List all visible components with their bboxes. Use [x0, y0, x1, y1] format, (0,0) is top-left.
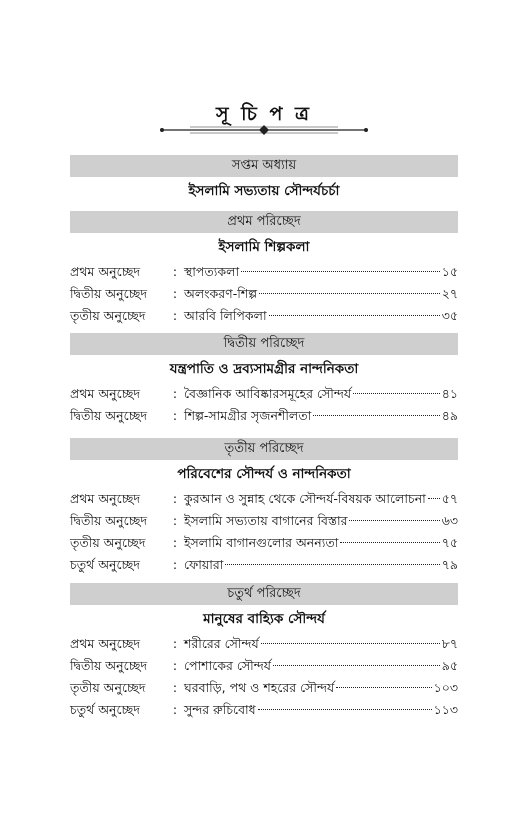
entry-page: ৪১ [441, 386, 458, 401]
entry-label: প্রথম অনুচ্ছেদ [70, 491, 141, 506]
section-1 [70, 211, 458, 327]
entry-page: ১৫ [441, 264, 458, 279]
entry-page: ১০৩ [433, 680, 458, 695]
section-band: দ্বিতীয় পরিচ্ছেদ [70, 333, 458, 355]
entry-page: ২৭ [441, 286, 458, 301]
section-heading: পরিবেশের সৌন্দর্য ও নান্দনিকতা [177, 466, 351, 482]
toc-entry[interactable] [70, 655, 458, 677]
toc-entry[interactable] [70, 677, 458, 699]
section-heading: ইসলামি সভ্যতায় সৌন্দর্যচর্চা [188, 183, 340, 199]
section-band: সপ্তম অধ্যায় [70, 155, 458, 177]
entry-colon: : [172, 557, 178, 572]
dot-leader [349, 520, 439, 521]
entry-title: পোশাকের সৌন্দর্য [184, 658, 271, 673]
entry-page: ৫৭ [441, 491, 458, 506]
entry-label: তৃতীয় অনুচ্ছেদ [70, 680, 146, 695]
entry-label: চতুর্থ অনুচ্ছেদ [70, 557, 140, 572]
entry-page: ৯৫ [441, 658, 458, 673]
toc-entry[interactable] [70, 261, 458, 283]
page-title: সূ চি প ত্র [216, 103, 312, 125]
entry-title: ঘরবাড়ি, পথ ও শহরের সৌন্দর্য [184, 680, 335, 695]
entry-colon: : [172, 264, 178, 279]
section-2 [70, 333, 458, 427]
section-4 [70, 583, 458, 721]
dot-leader [336, 687, 431, 688]
entry-title: কুরআন ও সুন্নাহ থেকে সৌন্দর্য-বিষয়ক আলোচনা [184, 491, 426, 506]
entry-label: দ্বিতীয় অনুচ্ছেদ [70, 408, 148, 423]
toc-entry[interactable] [70, 383, 458, 405]
entry-title: অলংকরণ-শিল্প [184, 286, 258, 301]
entry-title: ইসলামি সভ্যতায় বাগানের বিস্তার [184, 513, 348, 528]
dot-leader [259, 293, 440, 294]
entry-title: স্থাপত্যকলা [184, 264, 240, 279]
entry-title: শিল্প-সামগ্রীর সৃজনশীলতা [184, 408, 312, 423]
entry-title: সুন্দর রুচিবোধ [184, 702, 256, 717]
entry-page: ৬৩ [441, 513, 458, 528]
entry-page: ৩৫ [441, 308, 458, 323]
entry-colon: : [172, 636, 178, 651]
entry-title: বৈজ্ঞানিক আবিষ্কারসমূহের সৌন্দর্য [184, 386, 352, 401]
title-ornament [160, 124, 368, 136]
section-band: চতুর্থ পরিচ্ছেদ [70, 583, 458, 605]
section-heading: মানুষের বাহ্যিক সৌন্দর্য [203, 611, 325, 627]
dot-leader [428, 498, 440, 499]
toc-entry[interactable] [70, 633, 458, 655]
entry-title: আরবি লিপিকলা [184, 308, 267, 323]
entry-colon: : [172, 535, 178, 550]
entry-label: চতুর্থ অনুচ্ছেদ [70, 702, 140, 717]
entry-page: ৮৭ [441, 636, 458, 651]
entry-title: শরীরের সৌন্দর্য [184, 636, 259, 651]
entry-page: ১১৩ [433, 702, 458, 717]
dot-leader [258, 709, 432, 710]
entry-colon: : [172, 386, 178, 401]
entry-colon: : [172, 658, 178, 673]
section-band: তৃতীয় পরিচ্ছেদ [70, 438, 458, 460]
dot-leader [353, 393, 440, 394]
toc-entry[interactable] [70, 305, 458, 327]
section-heading: যন্ত্রপাতি ও দ্রব্যসামগ্রীর নান্দনিকতা [169, 361, 359, 377]
entry-page: ৭৯ [441, 557, 458, 572]
toc-entry[interactable] [70, 405, 458, 427]
section-band: প্রথম পরিচ্ছেদ [70, 211, 458, 233]
dot-leader [261, 643, 440, 644]
entry-colon: : [172, 286, 178, 301]
dot-leader [273, 665, 440, 666]
dot-leader [225, 564, 439, 565]
dot-leader [241, 271, 440, 272]
entry-label: প্রথম অনুচ্ছেদ [70, 264, 141, 279]
entry-colon: : [172, 491, 178, 506]
toc-entry[interactable] [70, 488, 458, 510]
entry-label: তৃতীয় অনুচ্ছেদ [70, 535, 146, 550]
toc-entry[interactable] [70, 283, 458, 305]
entry-page: ৪৯ [441, 408, 458, 423]
entry-colon: : [172, 308, 178, 323]
section-heading: ইসলামি শিল্পকলা [218, 239, 310, 255]
dot-leader [269, 315, 440, 316]
toc-entry[interactable] [70, 532, 458, 554]
entry-colon: : [172, 680, 178, 695]
entry-label: দ্বিতীয় অনুচ্ছেদ [70, 513, 148, 528]
entry-label: দ্বিতীয় অনুচ্ছেদ [70, 286, 148, 301]
entry-page: ৭৫ [441, 535, 458, 550]
entry-label: দ্বিতীয় অনুচ্ছেদ [70, 658, 148, 673]
entry-colon: : [172, 702, 178, 717]
toc-entry[interactable] [70, 699, 458, 721]
entry-colon: : [172, 408, 178, 423]
entry-title: ইসলামি বাগানগুলোর অনন্যতা [184, 535, 339, 550]
section-3 [70, 438, 458, 576]
entry-colon: : [172, 513, 178, 528]
entry-label: তৃতীয় অনুচ্ছেদ [70, 308, 146, 323]
entry-label: প্রথম অনুচ্ছেদ [70, 386, 141, 401]
chapter-section [70, 155, 458, 205]
entry-label: প্রথম অনুচ্ছেদ [70, 636, 141, 651]
entry-title: ফোয়ারা [184, 557, 224, 572]
toc-entry[interactable] [70, 510, 458, 532]
toc-entry[interactable] [70, 554, 458, 576]
dot-leader [313, 415, 440, 416]
dot-leader [340, 542, 439, 543]
